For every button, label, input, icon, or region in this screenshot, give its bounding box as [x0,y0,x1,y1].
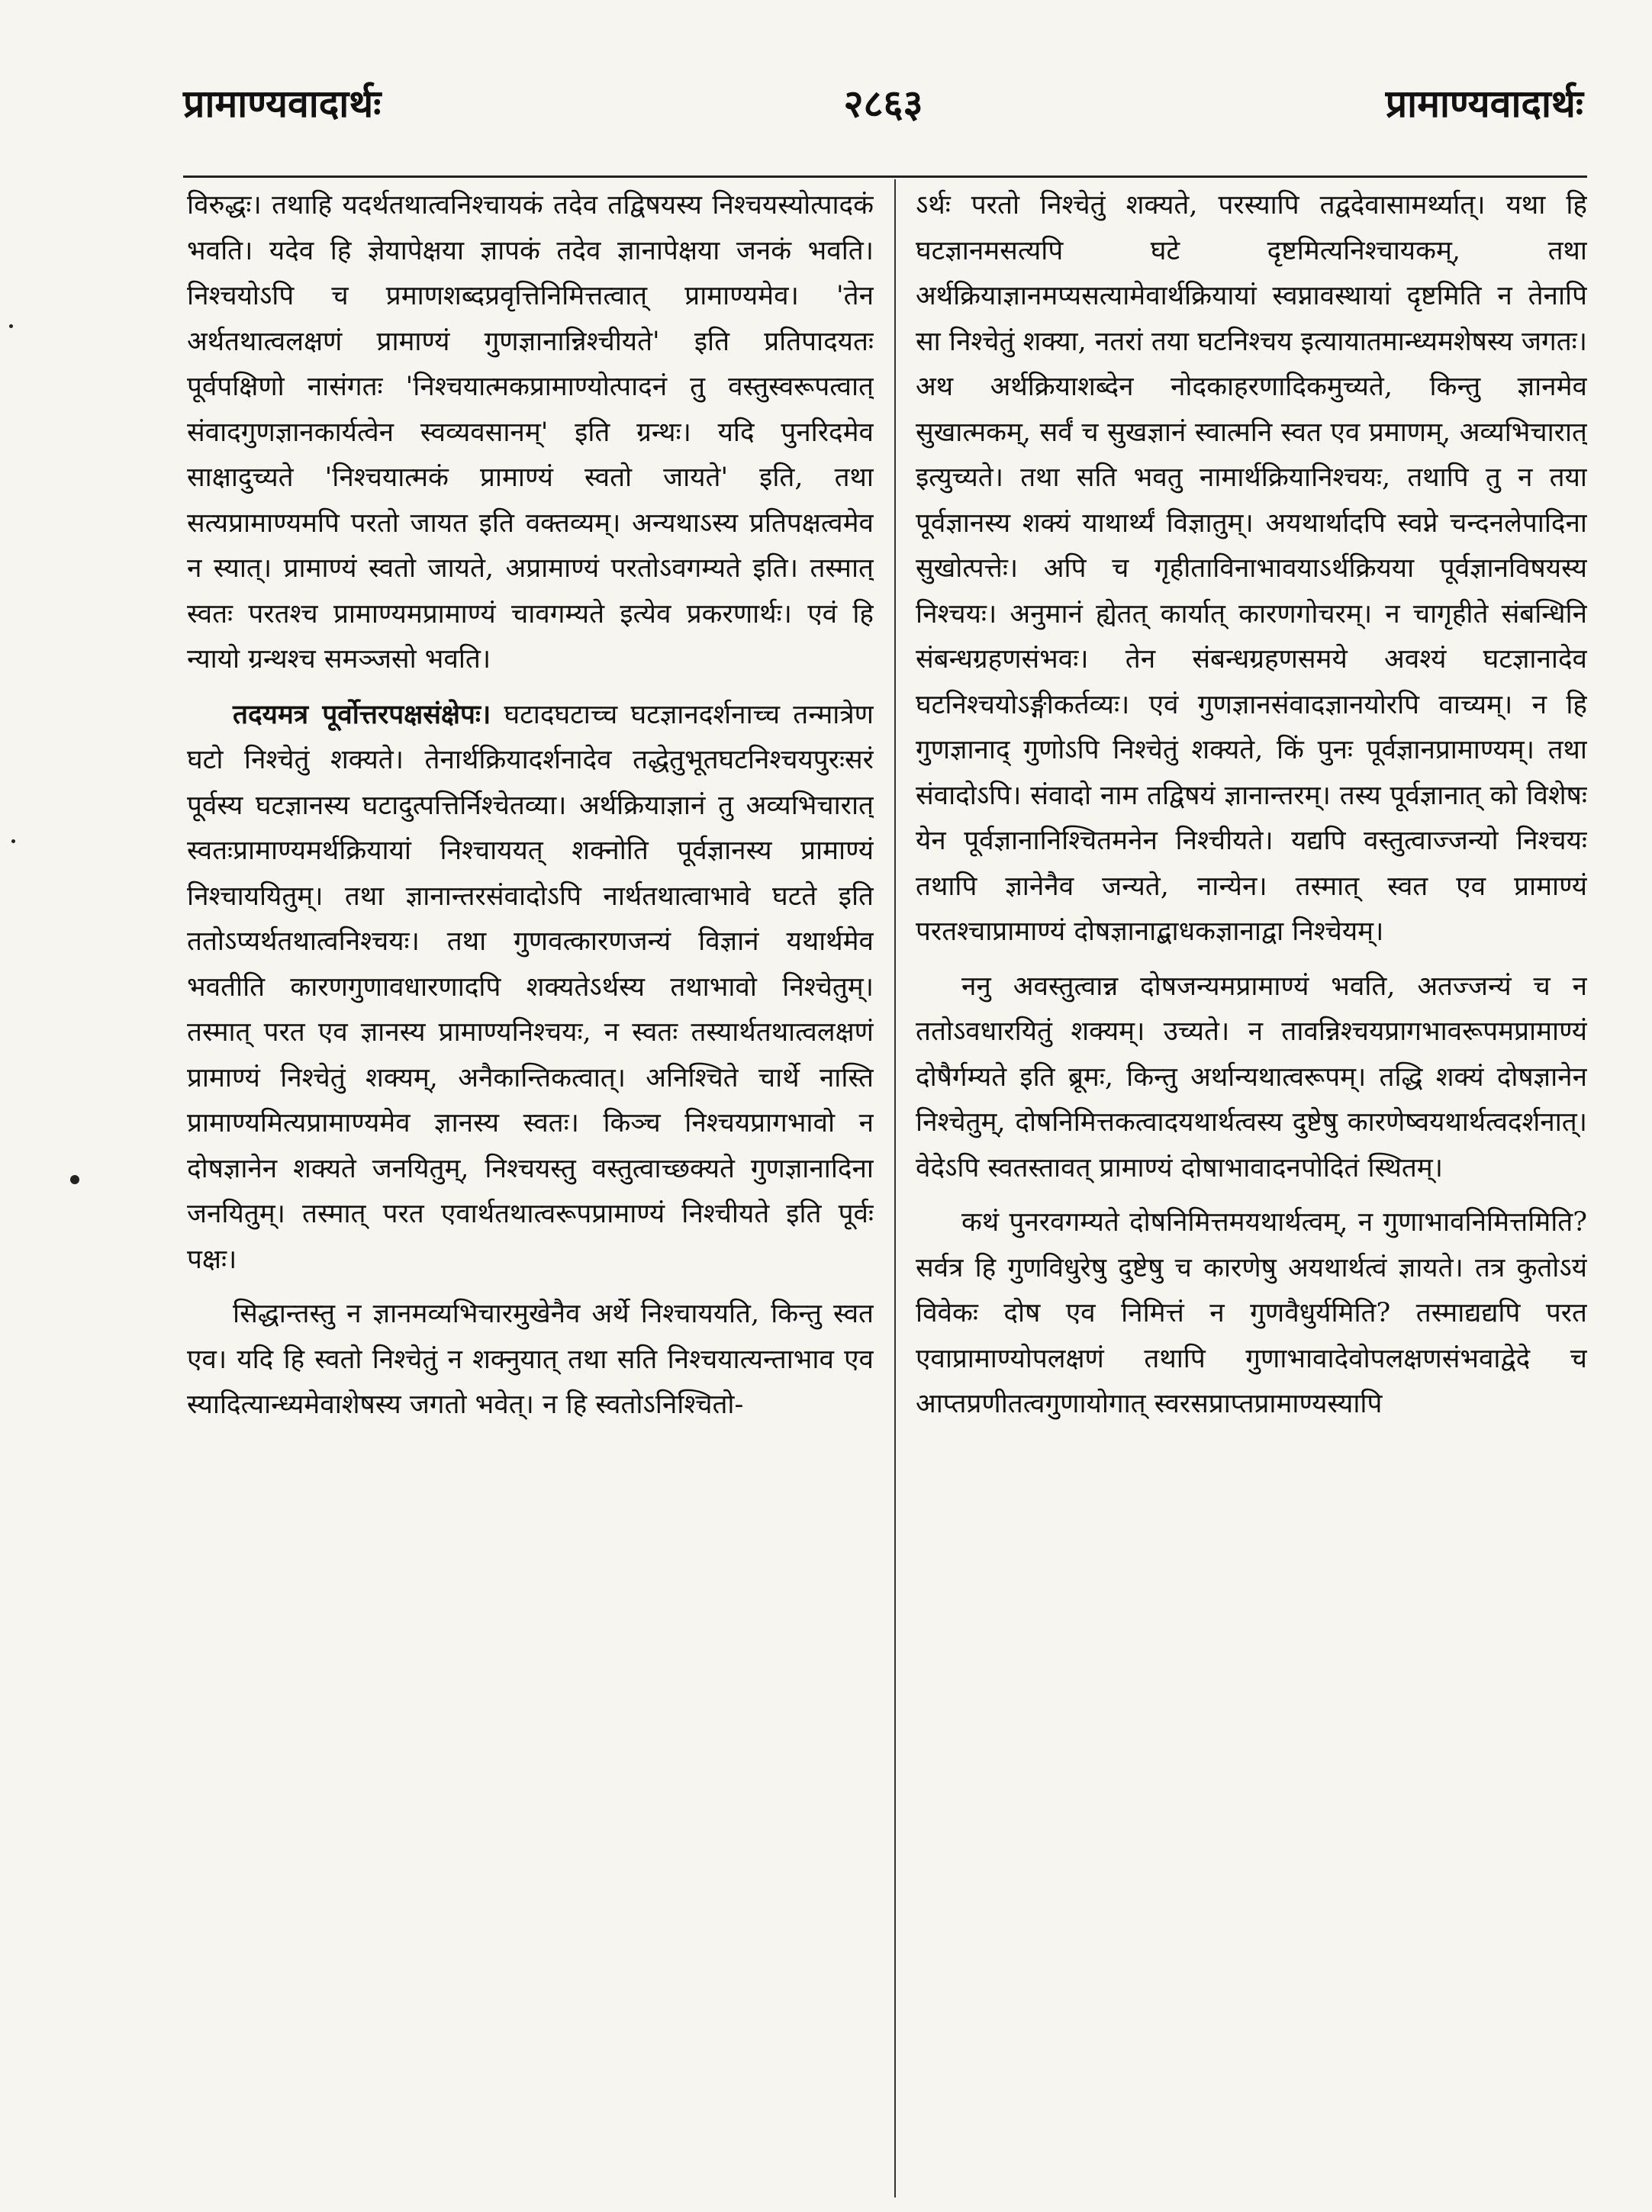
column-divider [894,179,896,2198]
margin-mark [9,324,13,328]
paragraph: कथं पुनरवगम्यते दोषनिमित्तमयथार्थत्वम्, न गुणाभावनिमित्तमिति? सर्वत्र हि गुणविधुरेषु दुष्टेषु च कारणेषु अयथार्थत्वं ज्ञायते। तत्र कुतोऽयं विवेकः दोष एव निमित्तं न गुणवैधुर्यमिति? तस्माद्यद्यपि परत एवाप्रामाण्योपलक्षणं तथापि गुणाभावादेवोपलक्षणसंभवाद्वेदे च आप्तप्रणीतत्वगुणायोगात् स्वरसप्राप्तप्रामाण्यस्यापि [916,1207,1587,1419]
margin-mark [11,839,15,843]
margin-dot [70,1175,79,1184]
paragraph: ऽर्थः परतो निश्चेतुं शक्यते, परस्यापि तद्वदेवासामर्थ्यात्। यथा हि घटज्ञानमसत्यपि घटे दृष्टमित्यनिश्चायकम्, तथा अर्थक्रियाज्ञानमप्यसत्यामेवार्थक्रियायां स्वप्नावस्थायां दृष्टमिति न तेनापि सा निश्चेतुं शक्या, नतरां तया घटनिश्चय इत्यायातमान्ध्यमशेषस्य जगतः। अथ अर्थक्रियाशब्देन नोदकाहरणादिकमुच्यते, किन्तु ज्ञानमेव सुखात्मकम्, सर्वं च सुखज्ञानं स्वात्मनि स्वत एव प्रमाणम्, अव्यभिचारात् इत्युच्यते। तथा सति भवतु नामार्थक्रियानिश्चयः, तथापि तु न तया पूर्वज्ञानस्य शक्यं याथार्थ्यं विज्ञातुम्। अयथार्थादपि स्वप्ने चन्दनलेपादिना सुखोत्पत्तेः। अपि च गृहीताविनाभावयाऽर्थक्रियया पूर्वज्ञानविषयस्य निश्चयः। अनुमानं ह्येतत् कार्यात् कारणगोचरम्। न चागृहीते संबन्धिनि संबन्धग्रहणसंभवः। तेन संबन्धग्रहणसमये अवश्यं घटज्ञानादेव घटनिश्चयोऽङ्गीकर्तव्यः। एवं गुणज्ञानसंवादज्ञानयोरपि वाच्यम्। न हि गुणज्ञानाद् गुणोऽपि निश्चेतुं शक्यते, किं पुनः पूर्वज्ञानप्रामाण्यम्। तथा संवादोऽपि। संवादो नाम तद्विषयं ज्ञानान्तरम्। तस्य पूर्वज्ञानात् को विशेषः येन पूर्वज्ञानानिश्चितमनेन निश्चीयते। यद्यपि वस्तुत्वाज्जन्यो निश्चयः तथापि ज्ञानेनैव जन्यते, नान्येन। तस्मात् स्वत एव प्रामाण्यं परतश्चाप्रामाण्यं दोषज्ञानाद्बाधकज्ञानाद्वा निश्चेयम्। [916,190,1587,947]
paragraph: ननु अवस्तुत्वान्न दोषजन्यमप्रामाण्यं भवति, अतज्जन्यं च न ततोऽवधारयितुं शक्यम्। उच्यते। न तावन्निश्चयप्रागभावरूपमप्रामाण्यं दोषैर्गम्यते इति ब्रूमः, किन्तु अर्थान्यथात्वरूपम्। तद्धि शक्यं दोषज्ञानेन निश्चेतुम्, दोषनिमित्तकत्वादयथार्थत्वस्य दुष्टेषु कारणेष्वयथार्थत्वदर्शनात्। वेदेऽपि स्वतस्तावत् प्रामाण्यं दोषाभावादनपोदितं स्थितम्। [916,971,1587,1183]
left-column [187,183,874,2190]
paragraph [187,692,874,1283]
running-title-right: प्रामाण्यवादार्थः [1385,81,1583,126]
paragraph: सिद्धान्तस्तु न ज्ञानमव्यभिचारमुखेनैव अर्थे निश्चाययति, किन्तु स्वत एव। यदि हि स्वतो निश्चेतुं न शक्नुयात् तथा सति निश्चयात्यन्ताभाव एव स्यादित्यान्ध्यमेवाशेषस्य जगतो भवेत्। न हि स्वतोऽनिश्चितो- [187,1299,874,1420]
page-number: २८६३ [843,81,923,126]
paragraph-body: घटादघटाच्च घटज्ञानदर्शनाच्च तन्मात्रेण घटो निश्चेतुं शक्यते। तेनार्थक्रियादर्शनादेव तद्धेतुभूतघटनिश्चयपुरःसरं पूर्वस्य घटज्ञानस्य घटादुत्पत्तिर्निश्चेतव्या। अर्थक्रियाज्ञानं तु अव्यभिचारात् स्वतःप्रामाण्यमर्थक्रियायां निश्चाययत् शक्नोति पूर्वज्ञानस्य प्रामाण्यं निश्चाययितुम्। तथा ज्ञानान्तरसंवादोऽपि नार्थतथात्वाभावे घटते इति ततोऽप्यर्थतथात्वनिश्चयः। तथा गुणवत्कारणजन्यं विज्ञानं यथार्थमेव भवतीति कारणगुणावधारणादपि शक्यतेऽर्थस्य तथाभावो निश्चेतुम्। तस्मात् परत एव ज्ञानस्य प्रामाण्यनिश्चयः, न स्वतः तस्यार्थतथात्वलक्षणं प्रामाण्यं निश्चेतुं शक्यम्, अनैकान्तिकत्वात्। अनिश्चिते चार्थे नास्ति प्रामाण्यमित्यप्रामाण्यमेव ज्ञानस्य स्वतः। किञ्च निश्चयप्रागभावो न दोषज्ञानेन शक्यते जनयितुम्, निश्चयस्तु वस्तुत्वाच्छक्यते गुणज्ञानादिना जनयितुम्। तस्मात् परत एवार्थतथात्वरूपप्रामाण्यं निश्चीयते इति पूर्वः पक्षः। [187,699,874,1275]
header-rule [183,175,1587,178]
running-title-left: प्रामाण्यवादार्थः [183,81,382,126]
right-column [916,183,1587,2190]
page-header [183,76,1583,130]
section-heading: तदयमत्र पूर्वोत्तरपक्षसंक्षेपः। [233,698,491,730]
paragraph: विरुद्धः। तथाहि यदर्थतथात्वनिश्चायकं तदेव तद्विषयस्य निश्चयस्योत्पादकं भवति। यदेव हि ज्ञेयापेक्षया ज्ञापकं तदेव ज्ञानापेक्षया जनकं भवति। निश्चयोऽपि च प्रमाणशब्दप्रवृत्तिनिमित्तत्वात् प्रामाण्यमेव। 'तेन अर्थतथात्वलक्षणं प्रामाण्यं गुणज्ञानान्निश्चीयते' इति प्रतिपादयतः पूर्वपक्षिणो नासंगतः 'निश्चयात्मकप्रामाण्योत्पादनं तु वस्तुस्वरूपत्वात् संवादगुणज्ञानकार्यत्वेन स्वव्यवसानम्' इति ग्रन्थः। यदि पुनरिदमेव साक्षादुच्यते 'निश्चयात्मकं प्रामाण्यं स्वतो जायते' इति, तथा सत्यप्रामाण्यमपि परतो जायत इति वक्तव्यम्। अन्यथाऽस्य प्रतिपक्षत्वमेव न स्यात्। प्रामाण्यं स्वतो जायते, अप्रामाण्यं परतोऽवगम्यते इति। तस्मात् स्वतः परतश्च प्रामाण्यमप्रामाण्यं चावगम्यते इत्येव प्रकरणार्थः। एवं हि न्यायो ग्रन्थश्च समञ्जसो भवति। [187,190,874,675]
